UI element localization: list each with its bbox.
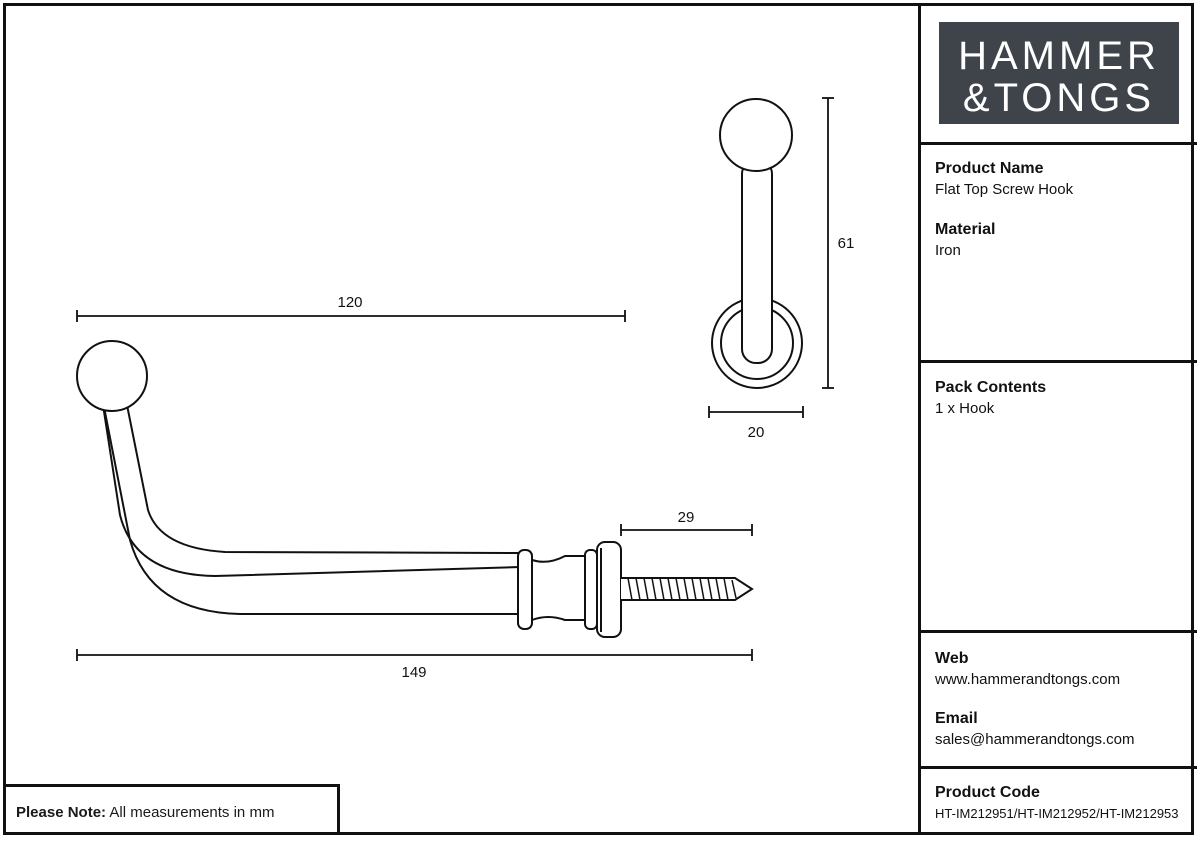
product-name-label: Product Name — [935, 160, 1044, 177]
measurement-note — [3, 784, 340, 835]
sidebar-divider — [918, 3, 921, 835]
product-code-label: Product Code — [935, 784, 1040, 801]
product-code-info — [935, 783, 1185, 824]
sidebar-divider — [918, 766, 1197, 769]
email-link[interactable]: sales@hammerandtongs.com — [935, 731, 1135, 748]
pack-contents-value: 1 x Hook — [935, 400, 995, 417]
material-value: Iron — [935, 242, 961, 259]
note-line — [16, 804, 274, 821]
email-label: Email — [935, 710, 978, 727]
logo-text-line2: &TONGS — [962, 76, 1156, 120]
note-text: All measurements in mm — [109, 804, 275, 821]
logo-text-line1: HAMMER — [958, 34, 1160, 78]
brand-logo — [939, 22, 1179, 124]
dim-rose-diameter: 20 — [747, 424, 765, 441]
dim-height: 61 — [837, 235, 855, 252]
sidebar-divider — [918, 142, 1197, 145]
contact-info — [935, 649, 1185, 750]
dimension-lines — [77, 98, 834, 661]
material-label: Material — [935, 221, 996, 238]
dim-hook-reach: 120 — [337, 294, 363, 311]
note-label: Please Note: — [16, 804, 107, 821]
hook-side-view — [77, 341, 752, 637]
product-name-value: Flat Top Screw Hook — [935, 181, 1074, 198]
pack-info — [935, 378, 1185, 419]
sidebar-divider — [918, 630, 1197, 633]
dim-screw-length: 29 — [677, 509, 695, 526]
web-link[interactable]: www.hammerandtongs.com — [935, 671, 1121, 688]
sidebar-divider — [918, 360, 1197, 363]
hook-front-view — [712, 99, 802, 388]
dim-overall-length: 149 — [401, 664, 427, 681]
product-code-value: HT-IM212951/HT-IM212952/HT-IM212953 — [935, 806, 1179, 821]
pack-contents-label: Pack Contents — [935, 379, 1047, 396]
web-label: Web — [935, 650, 969, 667]
product-info — [935, 159, 1185, 261]
